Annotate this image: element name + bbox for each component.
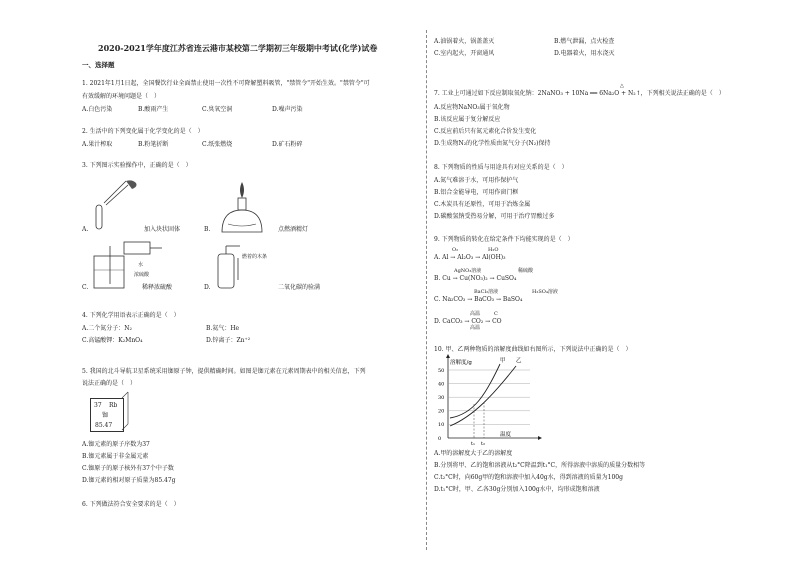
q3-option-b-label: 点燃酒精灯 xyxy=(278,226,309,233)
x-axis-label: 温度 xyxy=(500,432,512,438)
q9-b-cond2: 稀硫酸 xyxy=(518,268,534,274)
q7-option-a: A.反应物NaNO₃属于氧化物 xyxy=(434,104,510,111)
column-divider xyxy=(426,30,427,550)
add-solid-figure xyxy=(90,175,150,235)
element-cell-shadow xyxy=(122,392,130,432)
q7-stem: 7. 工业上可通过如下反应制取氧化钠：2NaNO₃ + 10Na ══ 6Na₂O + N₂↑，下列相关说法正确的是（ ） xyxy=(434,90,725,97)
q9-d-cond1: 高温 xyxy=(470,311,481,317)
section-heading: 一、选择题 xyxy=(82,61,115,69)
q5-option-d: D.铷元素的相对原子质量为85.47g xyxy=(82,477,176,484)
q9-c-cond1: BaCl₂溶液 xyxy=(474,289,499,295)
q6-stem: 6. 下列做法符合安全要求的是（ ） xyxy=(82,501,180,508)
q2-option-b: B.粉笔折断 xyxy=(138,141,169,148)
q4-stem: 4. 下列化学用语表示正确的是（ ） xyxy=(82,312,180,319)
y-tick-20: 20 xyxy=(438,408,445,415)
q3-option-c-label: 稀释浓硫酸 xyxy=(142,284,173,291)
q3-option-b-tag: B. xyxy=(204,226,211,233)
y-axis-label: 溶解度/g xyxy=(450,360,472,366)
q3-option-d-tag: D. xyxy=(204,284,211,291)
co2-test-figure xyxy=(210,240,270,290)
q8-stem: 8. 下列物质的性质与用途具有对应关系的是（ ） xyxy=(434,164,568,171)
q1-stem-line2: 有效缓解的环境问题是（ ） xyxy=(82,93,161,100)
q4-option-c: C.高锰酸钾：K₂MnO₄ xyxy=(82,337,143,344)
q3-stem: 3. 下列图示实验操作中，正确的是（ ） xyxy=(82,162,192,169)
q9-option-a: A. Al → Al₂O₃ → Al(OH)₃ xyxy=(434,254,506,261)
chart-tick-labels xyxy=(438,368,444,442)
y-axis-arrow xyxy=(446,354,450,358)
q2-option-c: C.纸张燃烧 xyxy=(202,141,233,148)
rubidium-element-cell xyxy=(90,398,124,432)
dilute-acid-figure xyxy=(90,240,173,291)
q9-a-cond2: H₂O xyxy=(488,247,499,253)
q10-option-d: D.t₁°C时，甲、乙各30g分别加入100g水中，均形成饱和溶液 xyxy=(434,486,600,493)
q8-option-c: C.木炭具有还原性，可用于冶炼金属 xyxy=(434,201,531,208)
y-tick-30: 30 xyxy=(438,395,445,401)
element-name: 铷 xyxy=(102,412,109,419)
q5-option-c: C.铷原子的原子核外有37个中子数 xyxy=(82,465,174,472)
x-tick-t2: t₂ xyxy=(481,441,486,447)
q4-option-d: D.锌离子：Zn⁺² xyxy=(206,337,251,344)
q2-stem: 2. 生活中的下列变化属于化学变化的是（ ） xyxy=(82,128,204,135)
y-tick-40: 40 xyxy=(438,381,445,388)
q6-option-d: D.电器着火，用水浇灭 xyxy=(554,50,615,57)
series-yi-label: 乙 xyxy=(516,358,522,364)
q9-option-b: B. Cu → Cu(NO₃)₂ → CuSO₄ xyxy=(434,275,517,282)
q1-option-a: A.白色污染 xyxy=(82,106,113,113)
q1-stem-line1: 1. 2021年1月1日起，全国餐饮行业全面禁止使用一次性不可降解塑料吸管，"禁管令"开始生效。"禁管令"可 xyxy=(82,80,370,87)
x-axis-arrow xyxy=(538,436,542,440)
q6-option-c: C.室内起火，开窗通风 xyxy=(434,50,495,57)
solubility-chart xyxy=(434,354,544,446)
q8-option-a: A.氮气难溶于水，可用作保护气 xyxy=(434,177,519,184)
q2-option-d: D.矿石粉碎 xyxy=(272,141,303,148)
q7-option-d: D.生成物N₂的化学性质由氮气分子(N₂)保持 xyxy=(434,140,551,147)
q3-option-a-tag: A. xyxy=(82,226,89,233)
q9-d-cond3: 高温 xyxy=(470,325,481,331)
q4-option-a: A.二个氮分子：N₂ xyxy=(82,325,132,332)
q1-option-c: C.臭氧空洞 xyxy=(202,106,233,113)
q3-option-d-label: 二氧化碳的验满 xyxy=(278,284,321,291)
alcohol-lamp-figure xyxy=(212,172,272,234)
q9-option-d: D. CaCO₃ → CO₂ → CO xyxy=(434,318,502,325)
q7-condition: △ xyxy=(620,83,624,89)
q10-option-c: C.t₂°C时，向60g甲的饱和溶液中加入40g水，得到溶液的质量为100g xyxy=(434,474,623,481)
series-jia-label: 甲 xyxy=(500,358,506,364)
y-tick-10: 10 xyxy=(438,422,445,429)
acid-label: 浓硫酸 xyxy=(134,272,150,278)
q1-option-b: B.酸雨产生 xyxy=(138,106,169,113)
q9-stem: 9. 下列物质的转化在给定条件下均能实现的是（ ） xyxy=(434,236,574,243)
q6-option-b: B.燃气泄漏，点火检查 xyxy=(554,38,615,45)
q3-option-a-label: 加入块状固体 xyxy=(144,226,181,233)
q7-option-c: C.反应前后只有氮元素化合价发生变化 xyxy=(434,128,537,135)
series-jia-curve xyxy=(450,364,500,418)
q5-option-a: A.铷元素的原子序数为37 xyxy=(82,441,150,448)
q5-stem-line2: 说法正确的是（ ） xyxy=(82,380,137,387)
q9-d-cond2: C xyxy=(494,311,498,317)
q10-stem: 10. 甲、乙两种物质的溶解度曲线如右图所示，下列说法中正确的是（ ） xyxy=(434,346,632,353)
series-yi-curve xyxy=(450,366,516,426)
q8-option-b: B.铝合金能导电，可用作窗门框 xyxy=(434,189,519,196)
q3-option-c-tag: C. xyxy=(82,284,89,291)
q5-stem-line1: 5. 我国的北斗导航卫星系统采用铷原子钟，提供精确时间。如图是铷元素在元素周期表中的相关信息，下列 xyxy=(82,368,366,375)
page-title: 2020-2021学年度江苏省连云港市某校第二学期初三年级期中考试(化学)试卷 xyxy=(98,43,378,53)
q10-option-a: A.甲的溶解度大于乙的溶解度 xyxy=(434,450,513,457)
q9-a-cond1: O₂ xyxy=(452,247,459,253)
q9-option-c: C. Na₂CO₃ → BaCO₃ → BaSO₄ xyxy=(434,296,523,303)
atomic-number: 37 xyxy=(94,402,102,409)
q8-option-d: D.碳酸氢钠受热易分解，可用于治疗胃酸过多 xyxy=(434,213,555,220)
q5-option-b: B.铷元素属于非金属元素 xyxy=(82,453,149,460)
atomic-mass: 85.47 xyxy=(95,422,113,429)
y-tick-0: 0 xyxy=(438,435,442,442)
q4-option-b: B.氦气：He xyxy=(206,325,240,332)
q9-b-cond1: AgNO₃溶液 xyxy=(454,268,482,274)
burning-stick-label: 燃着的木条 xyxy=(242,254,268,260)
q6-option-a: A.油锅着火，锅盖盖灭 xyxy=(434,38,495,45)
element-symbol: Rb xyxy=(109,402,118,409)
water-label: 水 xyxy=(138,262,144,268)
x-tick-t1: t₁ xyxy=(471,441,476,447)
q7-option-b: B.该反应属于复分解反应 xyxy=(434,116,501,123)
q1-option-d: D.噪声污染 xyxy=(272,106,303,113)
q10-option-b: B.分别将甲、乙的饱和溶液从t₂°C降温到t₁°C，所得溶液中溶质的质量分数相等 xyxy=(434,462,646,469)
q9-c-cond2: H₂SO₄溶液 xyxy=(532,289,558,295)
y-tick-50: 50 xyxy=(438,367,445,374)
q2-option-a: A.果汁榨取 xyxy=(82,141,113,148)
